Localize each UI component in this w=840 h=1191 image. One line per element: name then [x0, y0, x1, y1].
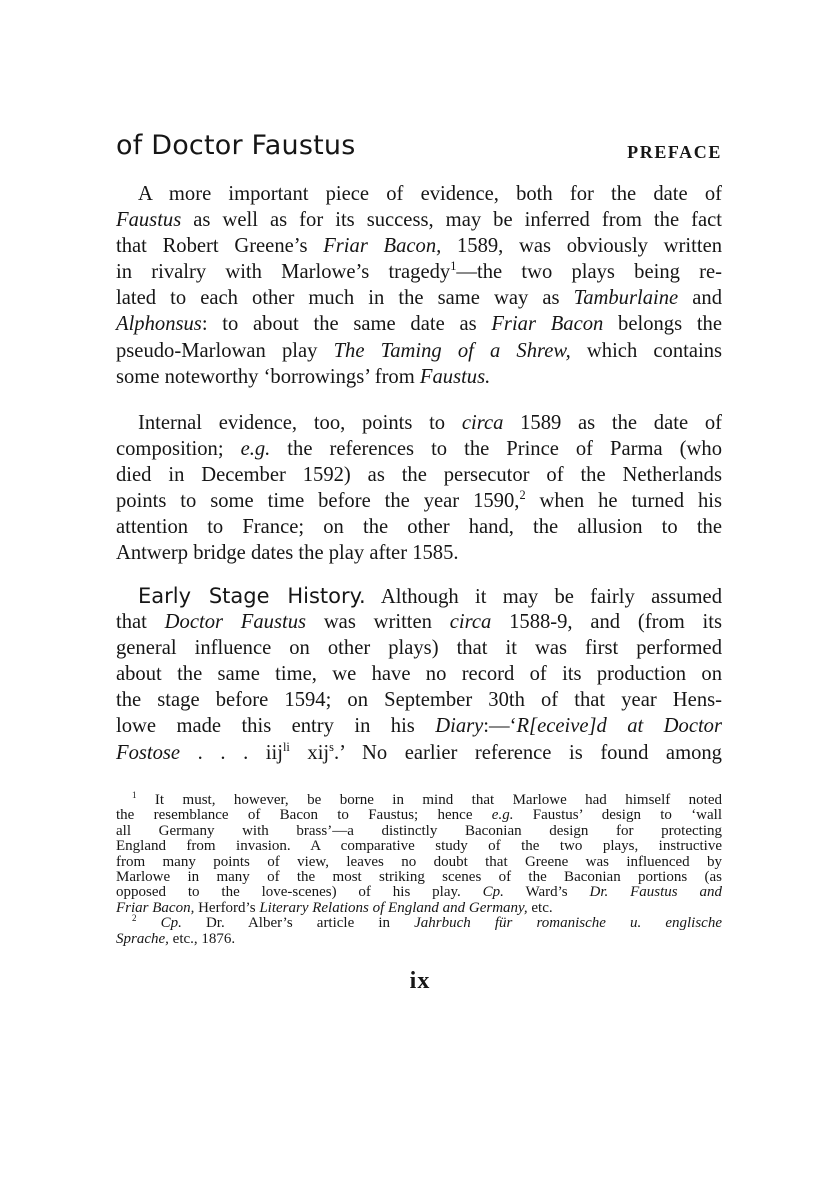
text-line: in rivalry with Marlowe’s tragedy$^1$—the two plays being re- — [116, 259, 722, 284]
text-line: general influence on other plays) that it was first performed — [116, 637, 722, 660]
running-title: of Doctor Faustus — [116, 130, 356, 161]
text-line: that Doctor Faustus was written circa 1588-9, and (from its — [116, 611, 723, 634]
footnote-ref-2: 2 — [519, 488, 526, 503]
text-line: composition; e.g. the references to the Prince of Parma (who — [116, 438, 722, 461]
text-line: Fostose . . . iij$^{li}$ xij$^s$.’ No earlier reference is found among — [116, 739, 722, 764]
text-line: Early Stage History. Although it may be fairly assumed — [138, 584, 722, 608]
section-label: PREFACE — [627, 142, 722, 162]
footnote-line: the resemblance of Bacon to Faustus; hence e.g. Faustus’ design to ‘wall — [116, 807, 723, 824]
footnote-2: $^2$ Cp. Dr. Alber’s article in Jahrbuch für romanische u. englische — [132, 913, 722, 932]
text-line: Internal evidence, too, points to circa 1589 as the date of — [138, 412, 722, 434]
text-line: Antwerp bridge dates the play after 1585. — [116, 542, 459, 565]
footnote-line: opposed to the love-scenes) of his play. Cp. Ward’s Dr. Faustus and — [116, 884, 723, 901]
footnote-line: Sprache, etc., 1876. — [116, 930, 236, 947]
text-line: Alphonsus: to about the same date as Friar Bacon belongs the — [116, 313, 722, 336]
running-head — [116, 130, 722, 170]
footnote-line: all Germany with brass’—a distinctly Baconian design for protecting — [116, 822, 722, 839]
text-line: the stage before 1594; on September 30th of that year Hens- — [116, 689, 722, 712]
footnote-line: Marlowe in many of the most striking scenes of the Baconian portions (as — [116, 868, 722, 885]
footnote-line: Friar Bacon, Herford’s Literary Relations of England and Germany, etc. — [116, 899, 553, 916]
text-line: lated to each other much in the same way as Tamburlaine and — [116, 287, 722, 310]
text-line: points to some time before the year 1590,$^2$ when he turned his — [116, 488, 723, 513]
footnote-line: England from invasion. A comparative study of the two plays, instructive — [116, 838, 722, 855]
page-number: ix — [409, 968, 431, 994]
footnote-line: from many points of view, leaves no doubt that Greene was influenced by — [116, 853, 722, 870]
text-line: that Robert Greene’s Friar Bacon, 1589, was obviously written — [116, 235, 723, 258]
text-line: some noteworthy ‘borrowings’ from Faustus. — [116, 365, 491, 388]
paragraph-date-evidence — [116, 181, 722, 390]
text-line: about the same time, we have no record of its production on — [116, 663, 722, 686]
text-line: pseudo-Marlowan play The Taming of a Shrew, which contains — [116, 339, 723, 362]
paragraph-internal-evidence — [116, 410, 722, 567]
section-early-stage-history — [116, 583, 722, 766]
text-line: attention to France; on the other hand, the allusion to the — [116, 516, 722, 539]
text-line: died in December 1592) as the persecutor of the Netherlands — [116, 464, 722, 487]
footnotes — [116, 790, 723, 947]
footnote-ref-1: 1 — [450, 259, 457, 274]
text-line: A more important piece of evidence, both for the date of — [138, 183, 722, 205]
footnote-1: $^1$ It must, however, be borne in mind that Marlowe had himself noted — [132, 790, 722, 808]
text-line: Faustus as well as for its success, may be inferred from the fact — [116, 209, 722, 232]
text-line: lowe made this entry in his Diary:—‘R[eceive]d at Doctor — [116, 715, 722, 738]
section-heading: Early Stage History. — [138, 584, 366, 608]
